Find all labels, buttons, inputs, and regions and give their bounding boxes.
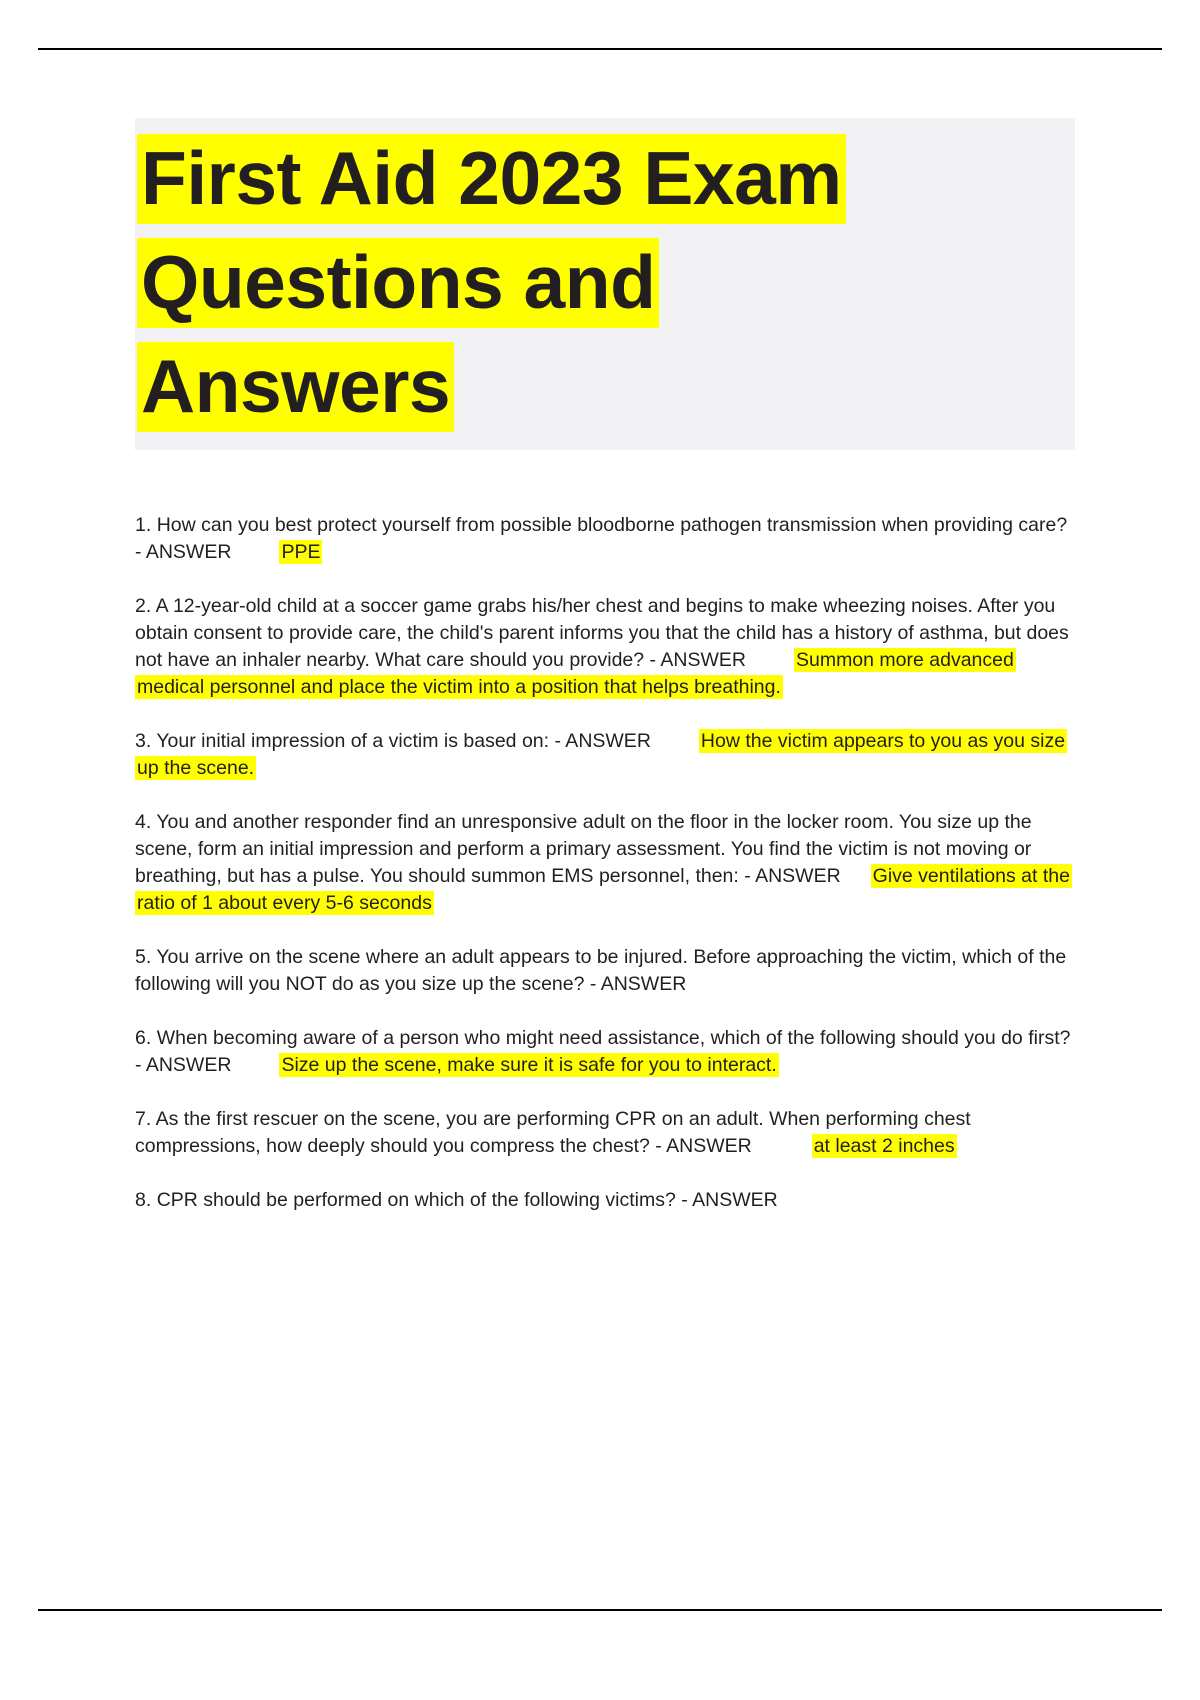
document-content (135, 118, 1075, 1241)
qa-question: You arrive on the scene where an adult appears to be injured. Before approaching the victim, which of the following will you NOT do as you size up the scene? - ANSWER (135, 946, 1067, 995)
qa-item (135, 944, 1075, 998)
qa-answer: PPE (281, 541, 321, 563)
question-answer-list (135, 512, 1075, 1214)
qa-question: As the first rescuer on the scene, you are performing CPR on an adult. When performing chest compressions, how deeply should you compress the chest? - ANSWER (135, 1108, 971, 1157)
qa-item (135, 1187, 1075, 1214)
qa-number: 4. (135, 811, 152, 833)
qa-number: 5. (135, 946, 152, 968)
qa-number: 3. (135, 730, 152, 752)
footer-divider (38, 1609, 1162, 1611)
qa-question: A 12-year-old child at a soccer game grabs his/her chest and begins to make wheezing noises. After you obtain consent to provide care, the child's parent informs you that the child has a history of asthma, but does not have an inhaler nearby. What care should you provide? - ANSWER (135, 595, 1069, 671)
qa-question: You and another responder find an unresponsive adult on the floor in the locker room. You size up the scene, form an initial impression and perform a primary assessment. You find the victim is not moving or breathing, but has a pulse. You should summon EMS personnel, then: - ANSWER (135, 811, 1032, 887)
page-title-line-1 (135, 126, 1075, 230)
qa-number: 6. (135, 1027, 152, 1049)
qa-number: 8. (135, 1189, 152, 1211)
qa-answer: Size up the scene, make sure it is safe for you to interact. (281, 1054, 777, 1076)
header-divider (38, 48, 1162, 50)
document-page (38, 0, 1162, 1700)
qa-item (135, 728, 1075, 782)
qa-question: CPR should be performed on which of the following victims? - ANSWER (156, 1189, 778, 1211)
qa-answer: How the victim appears to you as you size up the scene. (137, 730, 1066, 779)
title-highlight-3: Answers (137, 342, 454, 432)
qa-item (135, 1106, 1075, 1160)
title-highlight-1: First Aid 2023 Exam (137, 134, 846, 224)
qa-item (135, 1025, 1075, 1079)
title-highlight-2: Questions and (137, 238, 659, 328)
qa-question: How can you best protect yourself from possible bloodborne pathogen transmission when providing care? - ANSWER (135, 514, 1068, 563)
qa-item (135, 512, 1075, 566)
qa-item (135, 809, 1075, 917)
qa-answer: at least 2 inches (813, 1135, 955, 1157)
qa-question: When becoming aware of a person who might need assistance, which of the following should you do first? - ANSWER (135, 1027, 1071, 1076)
qa-number: 7. (135, 1108, 152, 1130)
qa-number: 1. (135, 514, 152, 536)
document-title-block (135, 118, 1075, 450)
page-title-line-3 (135, 334, 1075, 438)
qa-answer: Give ventilations at the ratio of 1 about every 5-6 seconds (137, 865, 1070, 914)
qa-answer: Summon more advanced medical personnel and place the victim into a position that helps breathing. (137, 649, 1014, 698)
page-title-line-2 (135, 230, 1075, 334)
qa-question: Your initial impression of a victim is based on: - ANSWER (156, 730, 651, 752)
qa-item (135, 593, 1075, 701)
qa-number: 2. (135, 595, 152, 617)
